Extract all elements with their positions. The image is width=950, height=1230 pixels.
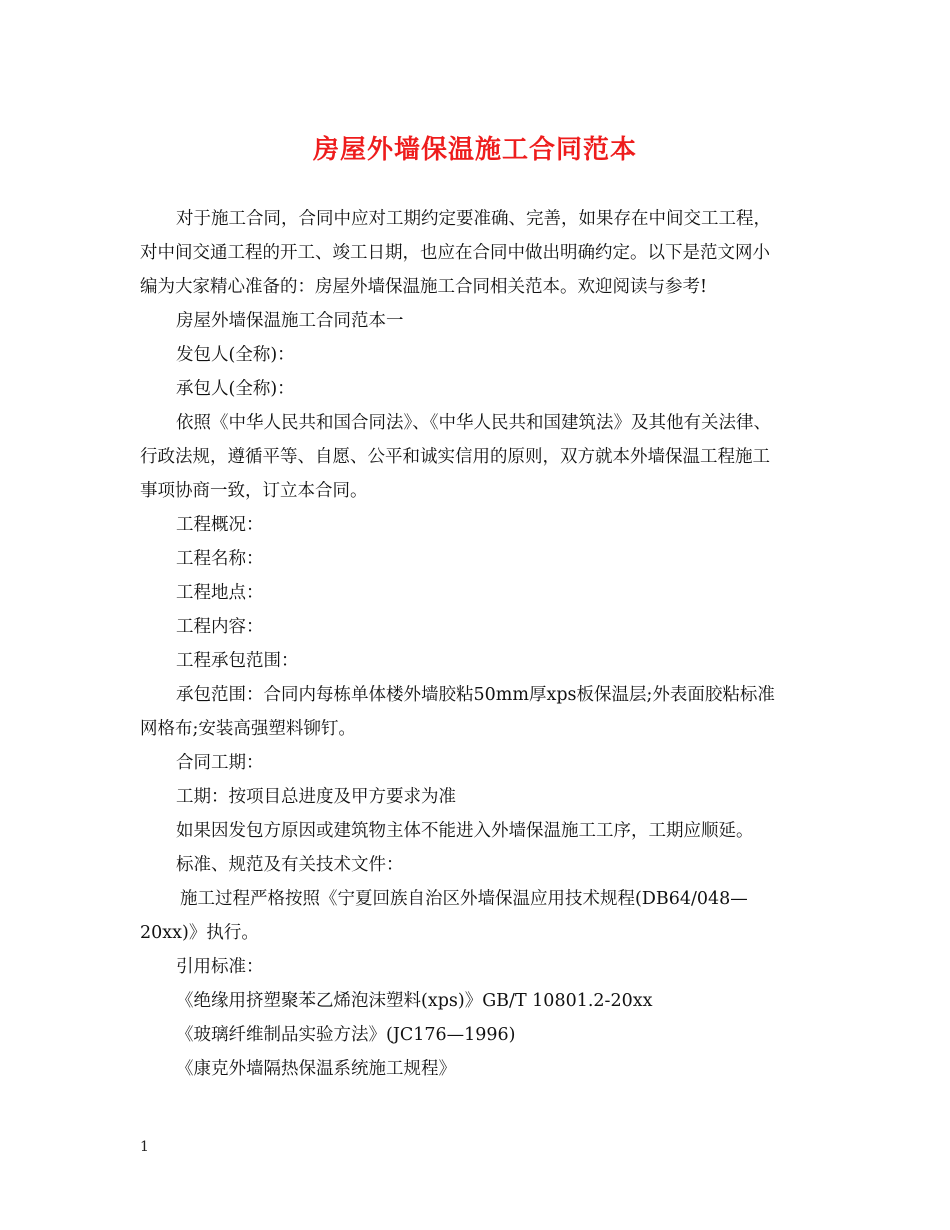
paragraph-line: 行政法规，遵循平等、自愿、公平和诚实信用的原则，双方就本外墙保温工程施工 — [140, 447, 770, 467]
paragraph-line: 工程内容： — [176, 617, 264, 637]
paragraph-line: 工程承包范围： — [176, 651, 299, 671]
paragraph-line: 20xx)》执行。 — [140, 923, 259, 943]
paragraph-line: 对中间交通工程的开工、竣工日期，也应在合同中做出明确约定。以下是范文网小 — [140, 243, 770, 263]
paragraph-line: 承包范围：合同内每栋单体楼外墙胶粘50mm厚xps板保温层;外表面胶粘标准 — [176, 685, 775, 705]
paragraph-line: 事项协商一致，订立本合同。 — [140, 481, 368, 501]
paragraph-line: 工期：按项目总进度及甲方要求为准 — [176, 787, 456, 807]
paragraph-line: 工程名称： — [176, 549, 264, 569]
paragraph-line: 工程概况： — [176, 515, 264, 535]
paragraph-line: 工程地点： — [176, 583, 264, 603]
paragraph-line: 编为大家精心准备的：房屋外墙保温施工合同相关范本。欢迎阅读与参考! — [140, 277, 708, 297]
document-body — [140, 202, 830, 1086]
page-number: 1 — [140, 1139, 149, 1155]
document-title: 房屋外墙保温施工合同范本 — [312, 135, 637, 165]
paragraph-line: 《玻璃纤维制品实验方法》(JC176—1996) — [176, 1025, 516, 1045]
paragraph-line: 依照《中华人民共和国合同法》、《中华人民共和国建筑法》及其他有关法律、 — [176, 413, 771, 433]
paragraph-line: 承包人(全称)： — [176, 379, 295, 399]
paragraph-line: 标准、规范及有关技术文件： — [176, 855, 404, 875]
paragraph-line: 对于施工合同，合同中应对工期约定要准确、完善，如果存在中间交工工程， — [176, 209, 771, 229]
paragraph-line: 《绝缘用挤塑聚苯乙烯泡沫塑料(xps)》GB/T 10801.2-20xx — [176, 991, 653, 1011]
paragraph-line: 引用标准： — [176, 957, 264, 977]
paragraph-line: 网格布;安装高强塑料铆钉。 — [140, 719, 356, 739]
paragraph-line: 《康克外墙隔热保温系统施工规程》 — [176, 1059, 456, 1079]
paragraph-line: 发包人(全称)： — [176, 345, 295, 365]
section-heading: 房屋外墙保温施工合同范本一 — [176, 311, 404, 331]
paragraph-line: 施工过程严格按照《宁夏回族自治区外墙保温应用技术规程(DB64/048— — [180, 889, 748, 909]
paragraph-line: 如果因发包方原因或建筑物主体不能进入外墙保温施工工序，工期应顺延。 — [176, 821, 754, 841]
paragraph-line: 合同工期： — [176, 753, 264, 773]
